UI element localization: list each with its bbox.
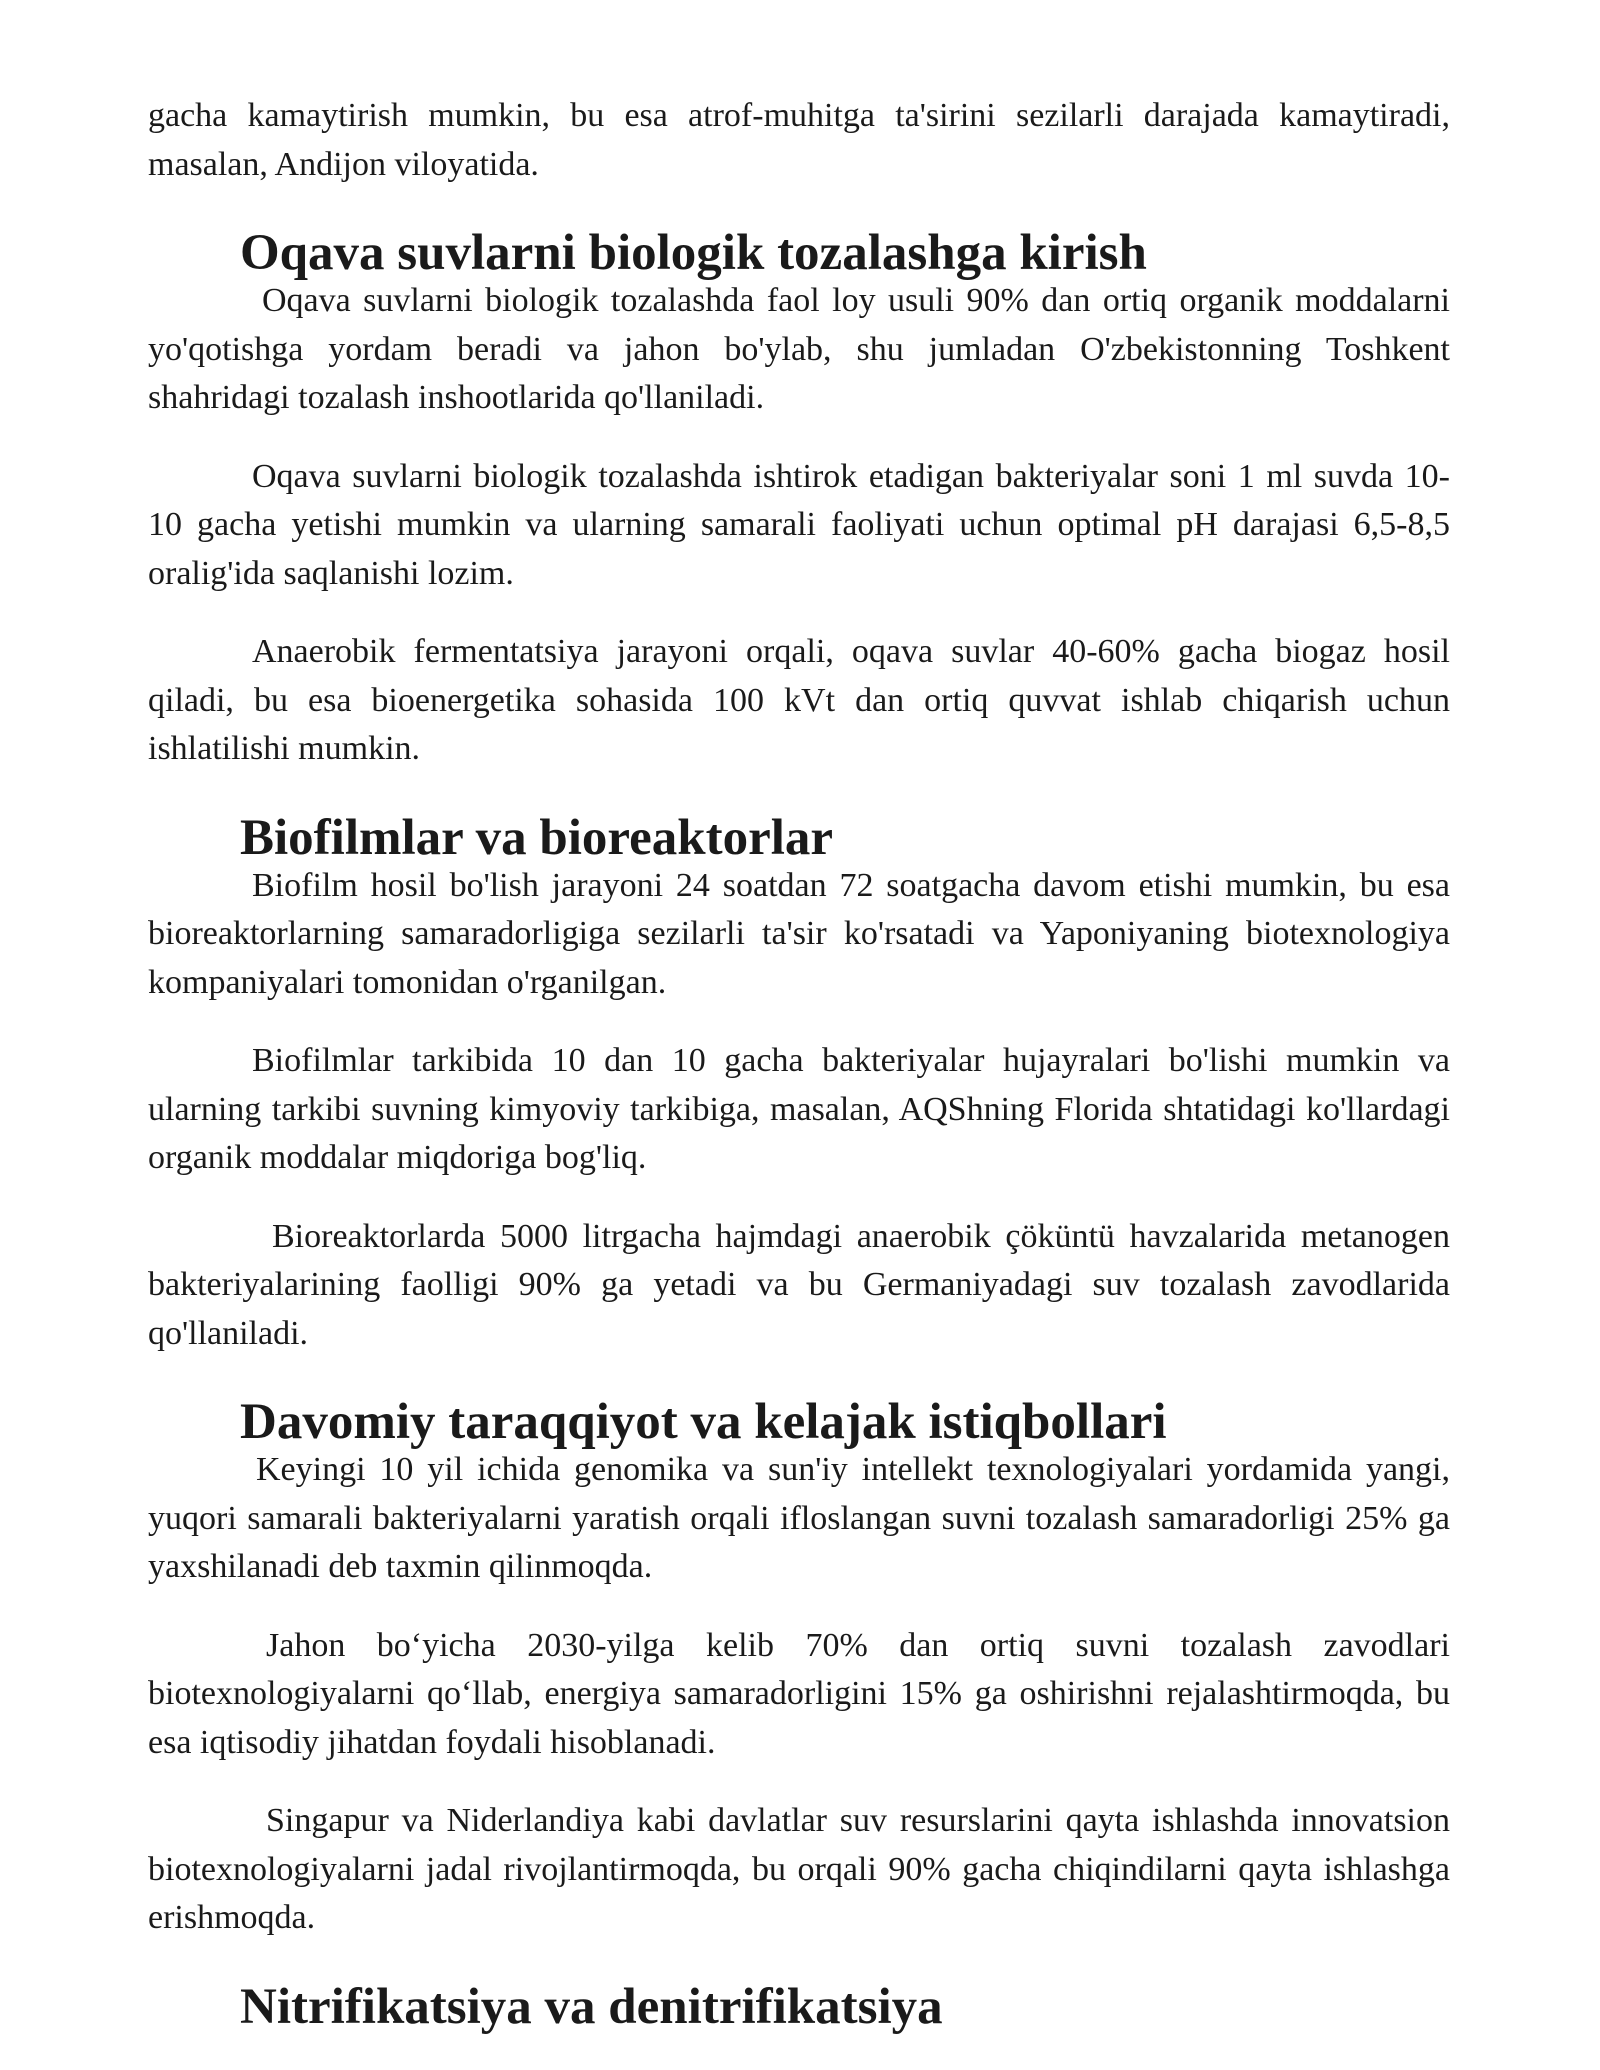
paragraph-next-decade: Keyingi 10 yil ichida genomika va sun'iy intellekt texnologiyalari yordamida yangi, yuqori samarali bakteriyalarni yaratish orqali ifloslangan suvni tozalash samaradorligi 25% ga yaxshilanadi deb taxmin qilinmoqda. <box>148 1451 1450 1585</box>
section-heading-biological-treatment: Oqava suvlarni biologik tozalashga kirish <box>240 225 1147 281</box>
paragraph-bioreactors: Bioreaktorlarda 5000 litrgacha hajmdagi anaerobik çöküntü havzalarida metanogen bakteriyalarining faolligi 90% ga yetadi va bu Germaniyadagi suv tozalash zavodlarida qo'llaniladi. <box>148 1217 1450 1352</box>
section-heading-nitrification: Nitrifikatsiya va denitrifikatsiya <box>240 1978 943 2035</box>
paragraph-anaerobic-fermentation: Anaerobik fermentatsiya jarayoni orqali, oqava suvlar 40-60% gacha biogaz hosil qiladi, bu esa bioenergetika sohasida 100 kVt dan ortiq quvvat ishlab chiqarish uchun ishlatilishi mumkin. <box>148 633 1450 767</box>
paragraph-singapore-netherlands: Singapur va Niderlandiya kabi davlatlar suv resurslarini qayta ishlashda innovatsion biotexnologiyalarni jadal rivojlantirmoqda, bu orqali 90% gacha chiqindilarni qayta ishlashga erishmoqda. <box>148 1802 1450 1936</box>
document-page <box>148 92 1450 2035</box>
paragraph-bacteria-count: Oqava suvlarni biologik tozalashda ishtirok etadigan bakteriyalar soni 1 ml suvda 10-10 gacha yetishi mumkin va ularning samarali faoliyati uchun optimal pH darajasi 6,5-8,5 oralig'ida saqlanishi lozim. <box>148 457 1450 592</box>
paragraph-biofilm-formation: Biofilm hosil bo'lish jarayoni 24 soatdan 72 soatgacha davom etishi mumkin, bu esa bioreaktorlarning samaradorligiga sezilarli ta'sir ko'rsatadi va Yaponiyaning biotexnologiya kompaniyalari tomonidan o'rganilgan. <box>148 866 1450 1001</box>
paragraph-activated-sludge: Oqava suvlarni biologik tozalashda faol loy usuli 90% dan ortiq organik moddalarni yo'qotishga yordam beradi va jahon bo'ylab, shu jumladan O'zbekistonning Toshkent shahridagi tozalash inshootlarida qo'llaniladi. <box>148 282 1450 416</box>
paragraph-continuation: gacha kamaytirish mumkin, bu esa atrof-muhitga ta'sirini sezilarli darajada kamaytiradi, masalan, Andijon viloyatida. <box>148 97 1450 183</box>
paragraph-world-2030: Jahon bo‘yicha 2030-yilga kelib 70% dan ortiq suvni tozalash zavodlari biotexnologiyalarni qo‘llab, energiya samaradorligini 15% ga oshirishni rejalashtirmoqda, bu esa iqtisodiy jihatdan foydali hisoblanadi. <box>148 1626 1450 1761</box>
paragraph-biofilm-composition: Biofilmlar tarkibida 10 dan 10 gacha bakteriyalar hujayralari bo'lishi mumkin va ularning tarkibi suvning kimyoviy tarkibiga, masalan, AQShning Florida shtatidagi ko'llardagi organik moddalar miqdoriga bog'liq. <box>148 1042 1450 1176</box>
section-heading-biofilms: Biofilmlar va bioreaktorlar <box>240 809 834 866</box>
section-heading-sustainable-development: Davomiy taraqqiyot va kelajak istiqbollari <box>240 1394 1167 1450</box>
